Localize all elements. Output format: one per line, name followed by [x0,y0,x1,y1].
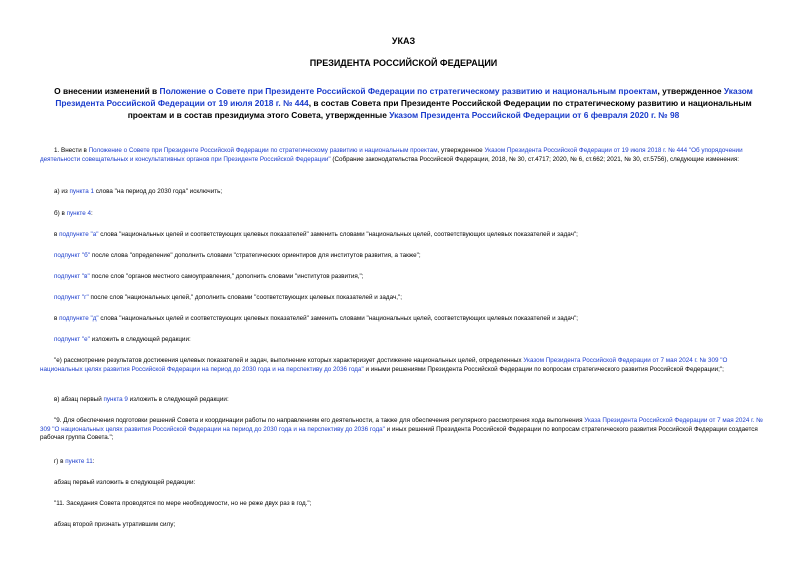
paragraph-g [40,458,770,467]
link-regulation[interactable]: Положение о Совете при Президенте Российской Федерации по стратегическому развитию и национальным проектам [88,147,438,154]
paragraph-text: слова "национальных целей и соответствующих целевых показателей" заменить словами "национальных целей, соответствующих целевых показателей и задач"; [98,315,579,322]
link-subpoint-v[interactable]: подпункт "в" [54,273,90,280]
paragraph-first-abzac [40,479,770,488]
paragraph-subpoint-g [40,294,770,303]
link-decree-444[interactable]: Указом Президента Российской Федерации от 19 июля 2018 г. № 444 "Об упорядочении деятельности совещательных и консультативных органов при Президенте Российской Федерации" [40,147,743,163]
paragraph-text: , утвержденное [437,147,485,154]
paragraph-subpoint-e [40,336,770,345]
paragraph-e-text [40,357,770,374]
paragraph-v [40,396,770,405]
paragraph-text: абзац первый изложить в следующей редакции: [54,479,196,486]
paragraph-text: (Собрание законодательства Российской Федерации, 2018, № 30, ст.4717; 2020, № 6, ст.662; 2021, № 30, ст.5756), следующие изменения: [330,155,739,163]
subject-link-decree-98[interactable]: Указом Президента Российской Федерации от 6 февраля 2020 г. № 98 [389,110,680,120]
paragraph-text: после слова "определение" дополнить словами "стратегических ориентиров для институтов развития, а также"; [90,252,421,259]
subject-text: , утвержденное [657,86,724,96]
paragraph-text: в) абзац первый [54,396,104,403]
document-subject [48,85,759,121]
link-decree-309[interactable]: Указом Президента Российской Федерации от 7 мая 2024 г. № 309 "О национальных целях развития Российской Федерации на период до 2030 года и на перспективу до 2036 года" [40,357,728,373]
paragraph-text: : [91,210,93,217]
link-subpoint-g[interactable]: подпункт "г" [54,294,89,301]
paragraph-a [40,188,770,197]
subject-text: О внесении изменений в [54,86,160,96]
link-subpoint-d[interactable]: подпункте "д" [59,315,99,322]
paragraph-text: слова "на период до 2030 года" исключить; [93,188,223,195]
link-point-4[interactable]: пункте 4 [66,210,91,217]
link-subpoint-e[interactable]: подпункт "е" [54,336,90,343]
paragraph-text: и иных решений Президента Российской Федерации по вопросам стратегического развития Российской Федерации создается рабочая группа Совета."; [40,425,758,442]
paragraph-text: после слов "национальных целей," дополнить словами "соответствующих целевых показателей и задач,"; [88,294,402,301]
paragraph-text: изложить в следующей редакции: [127,396,229,403]
paragraph-11-text [40,500,770,509]
paragraph-text: слова "национальных целей и соответствующих целевых показателей" заменить словами "национальных целей, соответствующих целевых показателей и задач"; [98,231,578,238]
paragraph-subpoint-b [40,252,770,261]
link-decree-309[interactable]: Указа Президента Российской Федерации от 7 мая 2024 г. № 309 "О национальных целях развития Российской Федерации на период до 2030 года и на перспективу до 2036 года" [40,417,763,433]
paragraph-text: в [54,315,60,322]
link-point-1[interactable]: пункта 1 [69,188,94,195]
link-point-11[interactable]: пункте 11 [65,458,93,465]
paragraph-subpoint-v [40,273,770,282]
paragraph-text: 1. Внести в [54,147,89,154]
paragraph-text: "9. Для обеспечения подготовки решений Совета и координации работы по направлениям его деятельности, а также для обеспечения регулярного рассмотрения хода выполнения [54,417,585,424]
paragraph-text: абзац второй признать утратившим силу; [54,521,176,528]
paragraph-text: б) в [54,210,67,217]
link-point-9[interactable]: пункта 9 [103,396,128,403]
paragraph-text: "е) рассмотрение результатов достижения целевых показателей и задач, выполнение которых характеризует достижение национальных целей, определенных [54,357,524,364]
paragraph-b [40,210,770,219]
paragraph-text: : [92,458,95,465]
paragraph-text: в [54,231,60,238]
paragraph-9-text [40,417,770,443]
document-title: УКАЗ [391,36,416,46]
paragraph-text: и иными решениями Президента Российской Федерации по вопросам стратегического развития Российской Федерации;"; [363,365,724,373]
document-subtitle: ПРЕЗИДЕНТА РОССИЙСКОЙ ФЕДЕРАЦИИ [309,58,498,68]
paragraph-text: после слов "органов местного самоуправления," дополнить словами "институтов развития,"; [89,273,364,280]
paragraph-text: а) из [54,188,70,195]
link-subpoint-a[interactable]: подпункте "а" [59,231,99,238]
subject-link-regulation[interactable]: Положение о Совете при Президенте Российской Федерации по стратегическому развитию и национальным проектам [159,86,658,96]
paragraph-text: "11. Заседания Совета проводятся по мере необходимости, но не реже двух раз в год."; [54,500,312,507]
paragraph-text: изложить в следующей редакции: [89,336,191,343]
subject-link-decree-444[interactable]: Указом Президента Российской Федерации от 19 июля 2018 г. № 444 [55,86,753,108]
subject-text: , в состав Совета при Президенте Российской Федерации по стратегическому развитию и национальным проектам и в состав президиума этого Совета, утвержденные [127,98,752,120]
paragraph-second-abzac [40,521,770,530]
link-subpoint-b[interactable]: подпункт "б" [54,252,91,259]
paragraph-subpoint-d [40,315,770,324]
paragraph-subpoint-a [40,231,770,240]
paragraph-text: г) в [54,458,66,465]
paragraph-1 [40,147,770,164]
